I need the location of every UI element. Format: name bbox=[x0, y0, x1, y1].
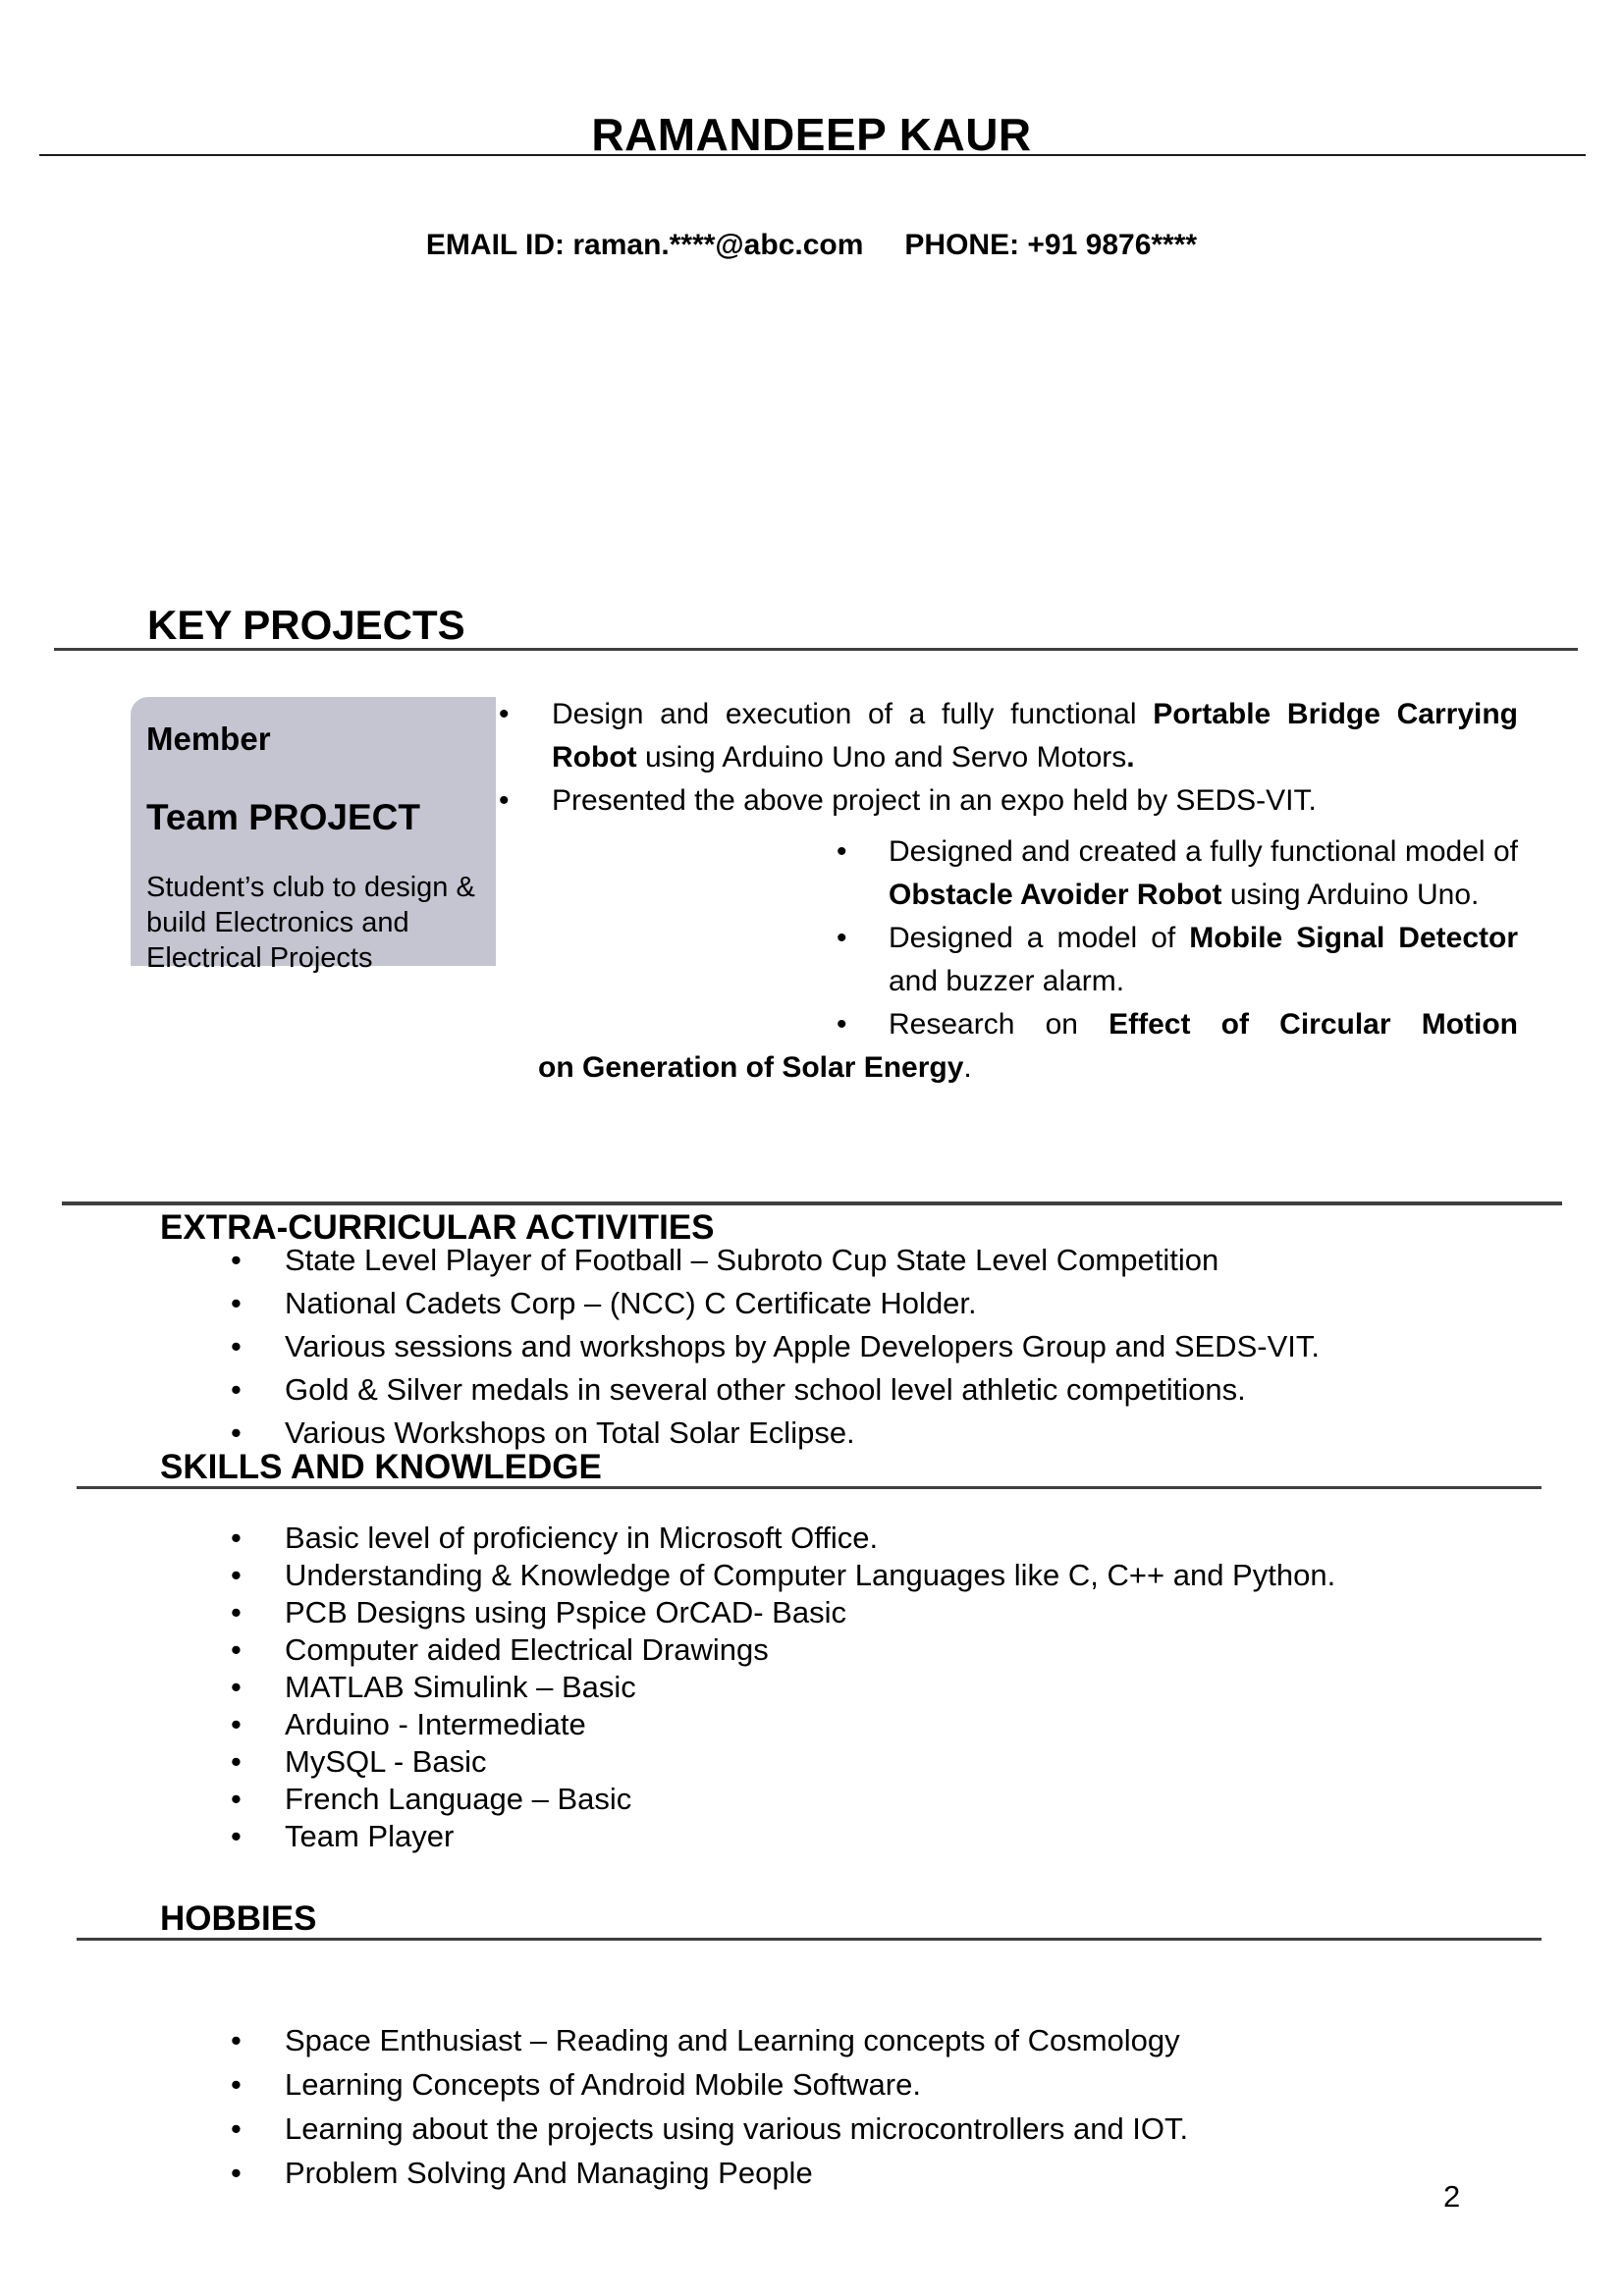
text-run-bold: Effect of Circular Motion bbox=[1109, 1008, 1518, 1041]
text-run: using Arduino Uno and Servo Motors bbox=[636, 741, 1127, 774]
list-item: • Learning Concepts of Android Mobile Software. bbox=[162, 2062, 1537, 2107]
text-run-bold: Obstacle Avoider Robot bbox=[889, 879, 1222, 911]
project-overflow-line bbox=[538, 1046, 1518, 1090]
text-run: and buzzer alarm. bbox=[889, 965, 1125, 997]
text-run: . bbox=[963, 1051, 972, 1084]
list-item: • Learning about the projects using various microcontrollers and IOT. bbox=[162, 2107, 1537, 2151]
member-box bbox=[131, 697, 496, 974]
list-item: • PCB Designs using Pspice OrCAD- Basic bbox=[162, 1594, 1537, 1631]
text-run: Presented the above project in an expo held by SEDS-VIT. bbox=[552, 784, 1317, 817]
resume-name-title: RAMANDEEP KAUR bbox=[591, 109, 1032, 160]
skills-rule bbox=[77, 1486, 1542, 1489]
contact-phone: PHONE: +91 9876**** bbox=[904, 229, 1198, 261]
text-run-bold: Mobile Signal Detector bbox=[1189, 922, 1518, 954]
list-item bbox=[837, 830, 1518, 917]
key-projects-bullets bbox=[491, 693, 1518, 1090]
list-item bbox=[491, 779, 1518, 823]
section-heading-skills: SKILLS AND KNOWLEDGE bbox=[160, 1448, 602, 1486]
section-heading-hobbies: HOBBIES bbox=[160, 1899, 317, 1938]
list-item: • National Cadets Corp – (NCC) C Certificate Holder. bbox=[162, 1282, 1537, 1325]
project-main-list bbox=[491, 693, 1518, 823]
project-sub-list bbox=[837, 830, 1518, 1046]
hobbies-list bbox=[162, 2018, 1537, 2195]
list-item: • State Level Player of Football – Subroto Cup State Level Competition bbox=[162, 1239, 1537, 1282]
list-item: • Understanding & Knowledge of Computer Languages like C, C++ and Python. bbox=[162, 1557, 1537, 1594]
list-item: • Team Player bbox=[162, 1818, 1537, 1855]
list-item: • Computer aided Electrical Drawings bbox=[162, 1631, 1537, 1669]
text-run: Research on bbox=[889, 1008, 1109, 1041]
list-item: • Space Enthusiast – Reading and Learning concepts of Cosmology bbox=[162, 2018, 1537, 2062]
text-run: Designed and created a fully functional model of bbox=[889, 835, 1518, 868]
contact-email: EMAIL ID: raman.****@abc.com bbox=[425, 229, 864, 261]
list-item: • Various Workshops on Total Solar Eclipse. bbox=[162, 1412, 1537, 1455]
list-item: • Various sessions and workshops by Apple Developers Group and SEDS-VIT. bbox=[162, 1325, 1537, 1368]
list-item: • French Language – Basic bbox=[162, 1781, 1537, 1818]
extra-curricular-list bbox=[162, 1239, 1537, 1455]
list-item bbox=[491, 693, 1518, 779]
text-run: Designed a model of bbox=[889, 922, 1190, 954]
skills-list bbox=[162, 1520, 1537, 1855]
text-run-bold: on Generation of Solar Energy bbox=[538, 1051, 964, 1084]
list-item bbox=[837, 1003, 1518, 1046]
list-item: • Problem Solving And Managing People bbox=[162, 2151, 1537, 2195]
text-run: Design and execution of a fully functional bbox=[552, 698, 1154, 730]
text-run: using Arduino Uno. bbox=[1221, 879, 1480, 911]
member-box-team: Team PROJECT bbox=[146, 797, 420, 837]
extra-curricular-rule bbox=[62, 1201, 1562, 1205]
list-item: • Gold & Silver medals in several other school level athletic competitions. bbox=[162, 1368, 1537, 1412]
list-item: • Arduino - Intermediate bbox=[162, 1706, 1537, 1743]
hobbies-rule bbox=[77, 1938, 1542, 1941]
page-number: 2 bbox=[1443, 2179, 1461, 2214]
text-run-bold: . bbox=[1126, 741, 1135, 774]
member-box-role: Member bbox=[146, 721, 271, 757]
contact-line bbox=[0, 229, 1623, 262]
key-projects-rule bbox=[54, 648, 1578, 651]
section-heading-extra-curricular: EXTRA-CURRICULAR ACTIVITIES bbox=[160, 1208, 715, 1247]
list-item: • MATLAB Simulink – Basic bbox=[162, 1669, 1537, 1706]
section-heading-key-projects: KEY PROJECTS bbox=[147, 602, 465, 648]
list-item: • MySQL - Basic bbox=[162, 1743, 1537, 1781]
list-item: • Basic level of proficiency in Microsoft Office. bbox=[162, 1520, 1537, 1557]
member-box-description: Student’s club to design & build Electronics and Electrical Projects bbox=[146, 872, 475, 974]
text-run-bold: Portable Bridge Carrying Robot bbox=[552, 698, 1518, 774]
list-item bbox=[837, 917, 1518, 1003]
